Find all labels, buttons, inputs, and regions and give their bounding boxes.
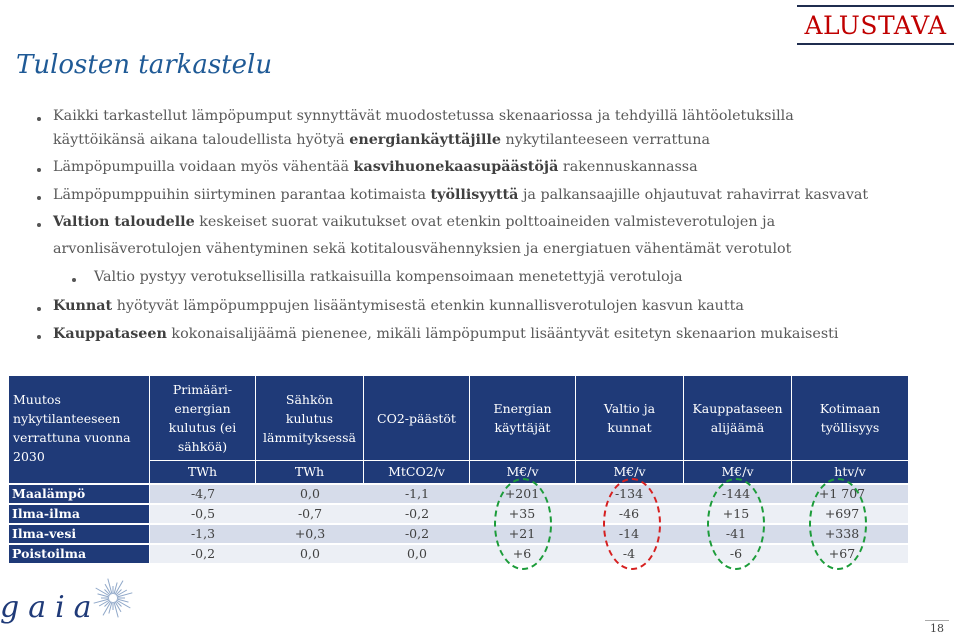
bullet-dot (37, 223, 41, 227)
table-corner-header (9, 376, 149, 483)
column-header-line: energian (174, 401, 231, 416)
corner-header-line: Muutos (13, 392, 61, 407)
corner-header-line: 2030 (13, 449, 45, 464)
bullet-dot (72, 278, 76, 282)
table-cell: -0,5 (190, 506, 216, 521)
column-header (256, 376, 363, 460)
corner-header-line: verrattuna vuonna (13, 430, 131, 445)
table-cell: 0,0 (300, 486, 320, 501)
column-unit: TWh (150, 461, 255, 483)
table-cell: 0,0 (407, 546, 427, 561)
text: hyötyvät lämpöpumppujen lisääntymisestä etenkin kunnallisverotulojen kasvun kautta (112, 298, 744, 314)
column-header (792, 376, 908, 460)
column-header-line: lämmityksessä (263, 429, 356, 445)
text: käyttöikänsä aikana taloudellista hyötyä (53, 132, 350, 148)
bullet-line (53, 298, 744, 314)
gaia-logo: gaia (0, 590, 101, 625)
column-header-line: Sähkön (285, 391, 334, 407)
column-header-line: kulutus (ei (168, 420, 237, 435)
column-header (364, 376, 469, 460)
bullet-dot (37, 307, 41, 311)
page-title: Tulosten tarkastelu (16, 50, 273, 80)
highlight-ellipse (707, 478, 765, 570)
table-cell: +15 (722, 506, 750, 521)
table-cell: +67 (828, 546, 856, 561)
text: arvonlisäverotulojen vähentyminen sekä kotitalousvähennyksien ja energiatuen vähentämät verotulot (53, 241, 792, 257)
text: keskeiset suorat vaikutukset ovat etenkin polttoaineiden valmisteverotulojen ja (194, 214, 776, 230)
table-cell: -14 (618, 526, 640, 541)
table-cell: -1,1 (404, 486, 430, 501)
bold-text: työllisyyttä (430, 187, 519, 203)
bullet-line (53, 241, 791, 257)
column-unit: M€/v (576, 461, 683, 483)
column-header-line: Valtio ja (603, 401, 656, 416)
column-header-line: kulutus (285, 410, 334, 426)
text: ja palkansaajille ohjautuvat rahavirrat kasvavat (518, 187, 869, 203)
column-header-line: Energian (493, 401, 552, 416)
table-cell: -0,2 (404, 506, 430, 521)
bullet-dot (37, 196, 41, 200)
column-unit: MtCO2/v (364, 461, 469, 483)
table-cell: +6 (512, 546, 532, 561)
text: rakennuskannassa (558, 159, 698, 175)
table-cell: +35 (508, 506, 536, 521)
table-cell: +697 (824, 506, 860, 521)
row-label: Maalämpö (9, 485, 149, 503)
text: Kaikki tarkastellut lämpöpumput synnyttävät muodostetussa skenaariossa ja tehdyillä lähtöoletuksilla (53, 108, 794, 124)
table-cell: -0,2 (404, 526, 430, 541)
text: Lämpöpumppuihin siirtyminen parantaa kotimaista (53, 187, 431, 203)
highlight-ellipse (494, 478, 552, 570)
table-cell: -1,3 (190, 526, 216, 541)
column-header-line: työllisyys (820, 420, 880, 435)
column-header-line: Kotimaan (819, 401, 881, 416)
table-cell: -0,7 (297, 506, 323, 521)
table-cell: -46 (618, 506, 640, 521)
table-cell: +21 (508, 526, 536, 541)
page-number: 18 (925, 620, 949, 635)
column-unit: TWh (256, 461, 363, 483)
bold-text: energiankäyttäjille (349, 132, 501, 148)
table-cell: -134 (614, 486, 644, 501)
table-cell: -41 (725, 526, 747, 541)
table-cell: -4 (622, 546, 636, 561)
table-cell: +1 707 (818, 486, 866, 501)
table-cell: +201 (504, 486, 540, 501)
column-header-line: sähköä) (177, 439, 228, 454)
bold-text: Kauppataseen (53, 326, 167, 342)
bullet-dot (37, 117, 41, 121)
highlight-ellipse (603, 478, 661, 570)
column-header (150, 376, 255, 460)
bullet-line (53, 187, 868, 203)
text: nykytilanteeseen verrattuna (500, 132, 710, 148)
table-cell: -6 (729, 546, 743, 561)
bullet-dot (37, 335, 41, 339)
bullet-line (53, 132, 710, 148)
bullet-line (94, 269, 683, 285)
bullet-line (53, 108, 794, 124)
bullet-line (53, 326, 838, 342)
row-label: Poistoilma (9, 545, 149, 563)
column-unit: M€/v (470, 461, 575, 483)
column-header (470, 376, 575, 460)
bullet-dot (37, 168, 41, 172)
corner-header-line: nykytilanteeseen (13, 411, 121, 426)
draft-stamp: ALUSTAVA (797, 5, 954, 45)
table-cell: -144 (721, 486, 751, 501)
table-cell: 0,0 (300, 546, 320, 561)
text: Lämpöpumpuilla voidaan myös vähentää (53, 159, 354, 175)
column-unit: htv/v (792, 461, 908, 483)
bullet-line (53, 214, 775, 230)
table-cell: -4,7 (190, 486, 216, 501)
column-header-line: Primääri- (172, 382, 233, 397)
text: kokonaisalijäämä pienenee, mikäli lämpöpumput lisääntyvät esitetyn skenaarion mukaisesti (166, 326, 839, 342)
bullet-line (53, 159, 698, 175)
text: Valtio pystyy verotuksellisilla ratkaisuilla kompensoimaan menetettyjä verotuloja (94, 269, 683, 285)
column-header (684, 376, 791, 460)
bold-text: kasvihuonekaasupäästöjä (353, 159, 559, 175)
bold-text: Kunnat (53, 298, 113, 314)
row-label: Ilma-ilma (9, 505, 149, 523)
column-unit: M€/v (684, 461, 791, 483)
column-header-line: CO2-päästöt (377, 410, 456, 426)
bold-text: Valtion taloudelle (53, 214, 195, 230)
table-cell: -0,2 (190, 546, 216, 561)
row-label: Ilma-vesi (9, 525, 149, 543)
table-cell: +338 (824, 526, 860, 541)
column-header-line: Kauppataseen (692, 401, 783, 416)
column-header-line: kunnat (607, 420, 652, 435)
column-header (576, 376, 683, 460)
column-header-line: käyttäjät (494, 420, 551, 435)
table-cell: +0,3 (294, 526, 326, 541)
column-header-line: alijäämä (710, 420, 765, 435)
highlight-ellipse (809, 478, 867, 570)
